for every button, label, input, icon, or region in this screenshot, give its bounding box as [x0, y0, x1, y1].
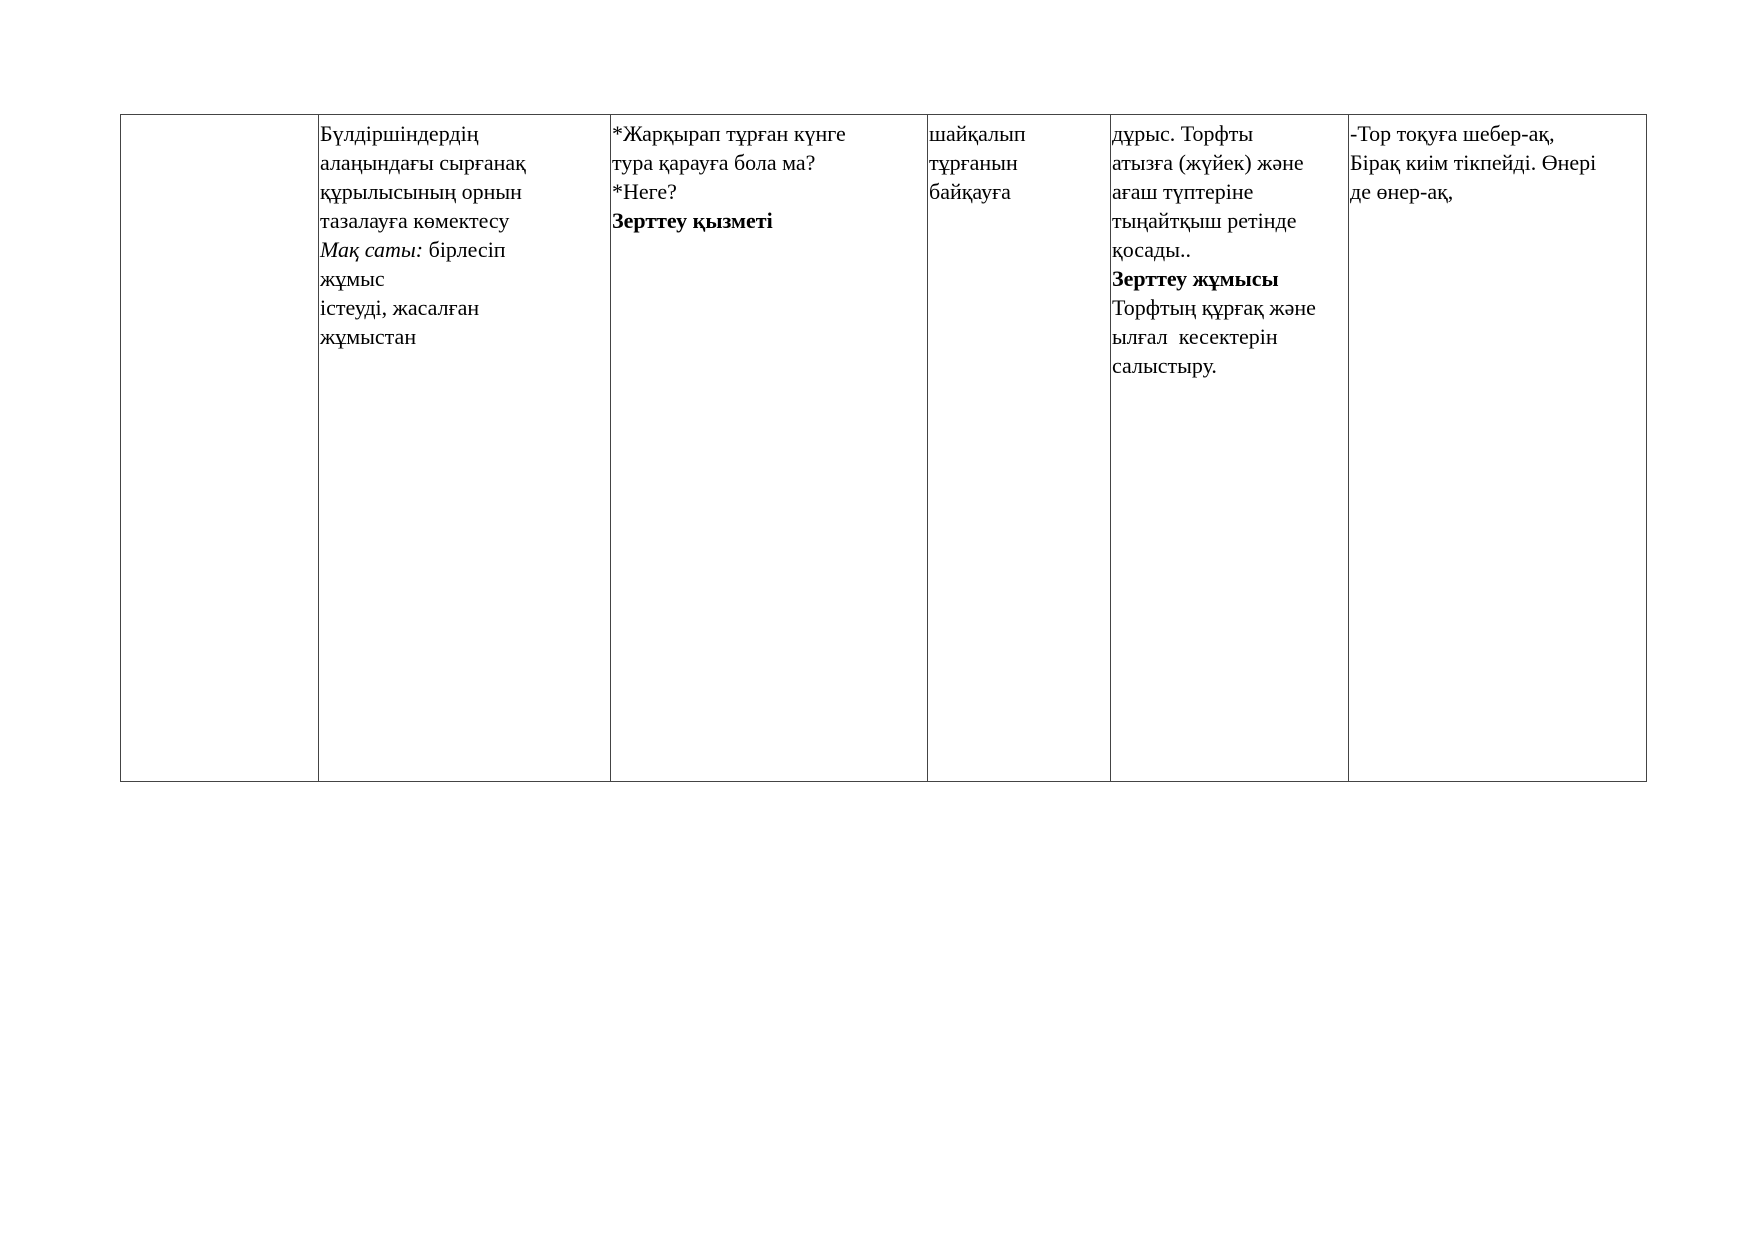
text-line: тазалауға көмектесу — [320, 208, 510, 233]
table-cell-activity — [319, 115, 611, 782]
text-line: де өнер-ақ, — [1350, 179, 1454, 204]
text-line: шайқалып — [929, 121, 1026, 146]
text-line: жұмыстан — [320, 324, 417, 349]
text-line: ағаш түптеріне — [1112, 179, 1254, 204]
text-line: салыстыру. — [1112, 353, 1217, 378]
text-line: қосады.. — [1112, 237, 1192, 262]
lesson-plan-table — [120, 114, 1647, 782]
text-line: тұрғанын — [929, 150, 1018, 175]
text-line: алаңындағы сырғанақ — [320, 150, 526, 175]
table-row — [121, 115, 1647, 782]
text-line: ылғал кесектерін — [1112, 324, 1278, 349]
table-cell-questions — [611, 115, 928, 782]
text-line: құрылысының орнын — [320, 179, 522, 204]
goal-text: бірлесіп — [423, 237, 506, 262]
text-line: тура қарауға бола ма? — [612, 150, 816, 175]
text-line: дұрыс. Торфты — [1112, 121, 1254, 146]
text-line: *Неге? — [612, 179, 677, 204]
table-cell-empty — [121, 115, 319, 782]
text-line: байқауға — [929, 179, 1011, 204]
research-heading: Зерттеу қызметі — [612, 208, 773, 233]
text-line: Бірақ киім тікпейді. Өнері — [1350, 150, 1597, 175]
text-line: атызға (жүйек) және — [1112, 150, 1304, 175]
research-work-heading: Зерттеу жұмысы — [1112, 266, 1279, 291]
table-cell-research — [1111, 115, 1349, 782]
text-line: Торфтың құрғақ және — [1112, 295, 1316, 320]
goal-label: Мақ саты: — [320, 237, 424, 262]
table-cell-observation — [928, 115, 1111, 782]
text-line: -Тор тоқуға шебер-ақ, — [1350, 121, 1555, 146]
text-line: *Жарқырап тұрған күнге — [612, 121, 846, 146]
goal-line — [320, 235, 609, 264]
text-line: тыңайтқыш ретінде — [1112, 208, 1297, 233]
text-line: Бүлдіршіндердің — [320, 121, 479, 146]
text-line: жұмыс — [320, 266, 385, 291]
table-cell-riddle — [1349, 115, 1647, 782]
text-line: істеуді, жасалған — [320, 295, 480, 320]
